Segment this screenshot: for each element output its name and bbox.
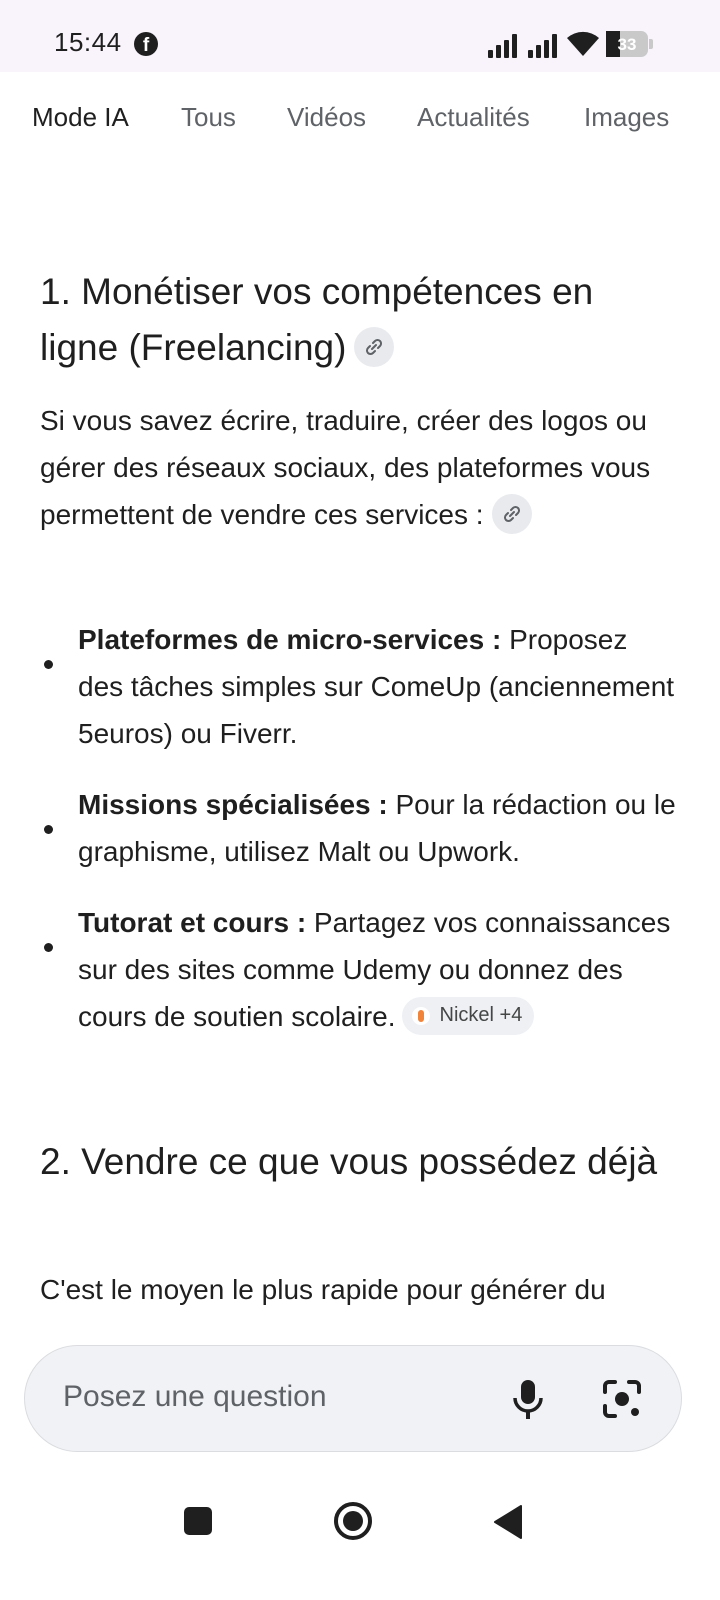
question-input-placeholder: Posez une question — [63, 1380, 327, 1413]
list-item-text: Pour la rédaction ou le graphisme, utilisez Malt ou Upwork. — [78, 789, 676, 867]
section-1-heading-text: 1. Monétiser vos compétences en ligne (Freelancing) — [40, 271, 594, 368]
tab-tous[interactable]: Tous — [181, 102, 236, 132]
ai-answer-content — [0, 168, 720, 1328]
list-item-title: Plateformes de micro-services : — [78, 624, 502, 655]
source-chip[interactable] — [402, 997, 535, 1035]
section-1-heading — [40, 264, 680, 376]
tab-mode-ia[interactable]: Mode IA — [32, 102, 129, 132]
section-1-paragraph — [40, 397, 680, 538]
list-item — [78, 899, 678, 1040]
search-tabs — [0, 72, 720, 168]
recent-apps-button[interactable] — [183, 1506, 213, 1536]
section-2-paragraph: C'est le moyen le plus rapide pour générer du — [40, 1274, 606, 1305]
source-chip-label: Nickel +4 — [439, 1004, 523, 1027]
tab-actualites[interactable]: Actualités — [417, 102, 530, 132]
list-item-title: Tutorat et cours : — [78, 907, 307, 938]
status-bar — [0, 0, 720, 72]
section-1-paragraph-text: Si vous savez écrire, traduire, créer des logos ou gérer des réseaux sociaux, des plateformes vous permettent de vendre ces services : — [40, 405, 651, 530]
signal-icon — [488, 32, 522, 58]
bullet-dot — [44, 943, 53, 952]
back-button[interactable] — [492, 1504, 524, 1540]
microphone-icon[interactable] — [503, 1374, 553, 1424]
list-item — [78, 616, 678, 757]
link-icon[interactable] — [354, 327, 394, 367]
list-item-text: Partagez vos connaissances sur des sites comme Udemy ou donnez des cours de soutien scolaire. — [78, 907, 671, 1032]
camera-lens-icon[interactable] — [597, 1374, 647, 1424]
list-item-title: Missions spécialisées : — [78, 789, 388, 820]
bullet-dot — [44, 660, 53, 669]
list-item — [78, 781, 678, 875]
battery-level: 33 — [617, 35, 637, 54]
home-button[interactable] — [332, 1500, 374, 1542]
question-input[interactable] — [24, 1345, 682, 1452]
list-item-text: Proposez des tâches simples sur ComeUp (anciennement 5euros) ou Fiverr. — [78, 624, 675, 749]
wifi-icon — [566, 30, 600, 58]
section-2-heading: 2. Vendre ce que vous possédez déjà — [40, 1141, 658, 1182]
battery-icon — [606, 31, 654, 57]
link-icon[interactable] — [492, 494, 532, 534]
status-time: 15:44 — [54, 27, 122, 57]
signal-icon — [528, 32, 562, 58]
tab-images[interactable]: Images — [584, 102, 670, 132]
bullet-dot — [44, 825, 53, 834]
facebook-icon: f — [134, 32, 158, 56]
source-logo-icon — [412, 1007, 430, 1025]
tab-videos[interactable]: Vidéos — [287, 102, 367, 132]
